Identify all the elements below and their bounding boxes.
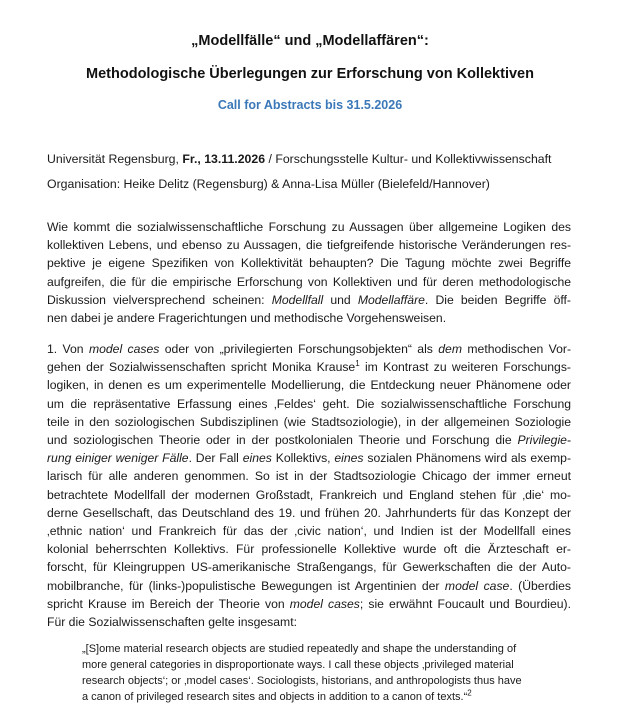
text-segment: und soziologischen Theorie oder in der postkolonialen Theorie und Forschung die xyxy=(47,433,518,448)
text-segment: gehen der Sozialwissenschaften spricht Monika Krause xyxy=(47,360,356,375)
text-segment: und xyxy=(323,292,358,307)
text-segment: ; sie erwähnt Foucault und Bourdieu). xyxy=(359,596,572,611)
text-segment: Diskussion vielversprechend scheinen: xyxy=(47,292,272,307)
text-line: Wie kommt die sozialwissenschaftliche Forschung zu Aussagen über allgemeine Logiken des xyxy=(47,220,571,234)
text-segment: im Kontrast zu weiteren Forschungs- xyxy=(359,360,571,375)
venue-rest: / Forschungsstelle Kultur- und Kollektivwissenschaft xyxy=(265,152,552,166)
term-modellaffaere: Modellaffäre xyxy=(357,292,425,307)
text-line xyxy=(47,291,571,309)
quote-line xyxy=(82,689,548,705)
text-segment: methodischen Vor- xyxy=(462,342,572,356)
text-line xyxy=(47,595,571,613)
term-model-cases: model cases xyxy=(289,596,360,611)
text-line: ‚ethnic nation‘ und Frankreich für das der ‚civic nation‘, und Indien ist der Modellfall eines xyxy=(47,524,571,539)
text-line xyxy=(47,340,571,358)
term-model-cases: model cases xyxy=(88,342,160,356)
text-line: logiken, in denen es um experimentelle Modellierung, die Entdeckung neuer Phänomene oder xyxy=(47,378,571,393)
text-segment: mobilbranche, für (links-)populistische Bewegungen ist Argentinien der xyxy=(47,578,445,593)
text-line: kolonial beherrschten Kollektivs. Für professionelle Kollektive wurde oft die Ärzteschaft er- xyxy=(47,542,571,557)
quote-line: „[S]ome material research objects are studied repeatedly and shape the understanding of xyxy=(82,643,517,655)
term-model-case: model case xyxy=(444,578,510,593)
text-line: pektive je eigene Spezifiken von Kollektivität behaupten? Die Tagung möchte zwei Begriffe xyxy=(47,256,571,271)
text-segment: oder von „privilegierten Forschungsobjekten“ als xyxy=(159,342,439,356)
section-1-paragraph xyxy=(47,340,571,631)
text-line: betrachtete Modellfall der modernen Großstadt, Frankreich und England stehen für ‚die‘ mo- xyxy=(47,487,571,502)
text-segment: . (Überdies xyxy=(509,578,572,593)
text-line: Für die Sozialwissenschaften gelte insgesamt: xyxy=(47,615,297,630)
text-segment: . Der Fall xyxy=(188,451,243,466)
intro-paragraph xyxy=(47,218,571,327)
quote-line: research objects‘; or ‚model cases‘. Sociologists, historians, and anthropologists thus have xyxy=(82,675,522,687)
text-line xyxy=(47,449,571,467)
text-line: derne Gesellschaft, das Deutschland des 19. und frühen 20. Jahrhunderts für das Konzept der xyxy=(47,505,571,520)
block-quote xyxy=(82,641,548,705)
text-line: teile in den soziologischen Subdisziplinen (wie Stadtsoziologie), in der allgemeinen Soziologie xyxy=(47,414,571,429)
text-line xyxy=(47,358,571,376)
text-segment: spricht Krause im Bereich der Theorie von xyxy=(47,596,290,611)
text-line: nen dabei je andere Fragerichtungen und methodische Vorgehensweisen. xyxy=(47,311,447,326)
term-privilegierung: Privilegie- xyxy=(517,433,571,448)
quote-line: more general categories in disproportionate ways. I call these objects ‚privileged material xyxy=(82,659,514,671)
text-line: larisch für alle anderen genommen. So ist in der Stadtsoziologie Chicago der immer erneut xyxy=(47,469,571,484)
title-line-1: „Modellfälle“ und „Modellaffären“: xyxy=(191,33,429,49)
text-segment: sozialen Phänomens wird als exemp- xyxy=(363,451,571,466)
organisation-line: Organisation: Heike Delitz (Regensburg) & Anna-Lisa Müller (Bielefeld/Hannover) xyxy=(47,177,490,191)
text-line: forscht, für Kleingruppen US-amerikanische Straßengangs, für Gewerkschaften die der Auto- xyxy=(47,560,571,575)
term-modellfall: Modellfall xyxy=(271,292,324,307)
text-line: aufgreifen, die für die empirische Erforschung von Kollektiven und für deren methodologische xyxy=(47,274,571,289)
text-line: kollektiven Lebens, und ebenso zu Aussagen, die tiefgreifende historische Veränderungen res- xyxy=(47,238,571,253)
term-dem: dem xyxy=(438,342,462,356)
call-for-abstracts: Call for Abstracts bis 31.5.2026 xyxy=(217,98,403,112)
text-line: um die repräsentative Erfassung eines ‚Feldes‘ geht. Die sozialwissenschaftliche Forschung xyxy=(47,396,571,411)
title-line-2: Methodologische Überlegungen zur Erforschung von Kollektiven xyxy=(86,66,534,82)
venue-line xyxy=(47,150,587,168)
text-line xyxy=(47,431,571,449)
term-privilegierung-cont: rung einiger weniger Fälle xyxy=(47,451,189,466)
term-eines: eines xyxy=(334,451,364,466)
text-line xyxy=(47,577,571,595)
text-segment: Kollektivs, xyxy=(271,451,335,466)
event-date: Fr., 13.11.2026 xyxy=(182,152,266,166)
text-segment: 1. Von xyxy=(47,342,89,356)
footnote-ref-1[interactable]: 1 xyxy=(355,359,360,369)
venue-text: Universität Regensburg, xyxy=(47,152,183,166)
footnote-ref-2[interactable]: 2 xyxy=(467,688,472,698)
term-eines: eines xyxy=(242,451,272,466)
text-segment: . Die beiden Begriffe öff- xyxy=(424,292,571,307)
text-segment: a canon of privileged research sites and objects in addition to a canon of texts.“ xyxy=(82,691,468,703)
